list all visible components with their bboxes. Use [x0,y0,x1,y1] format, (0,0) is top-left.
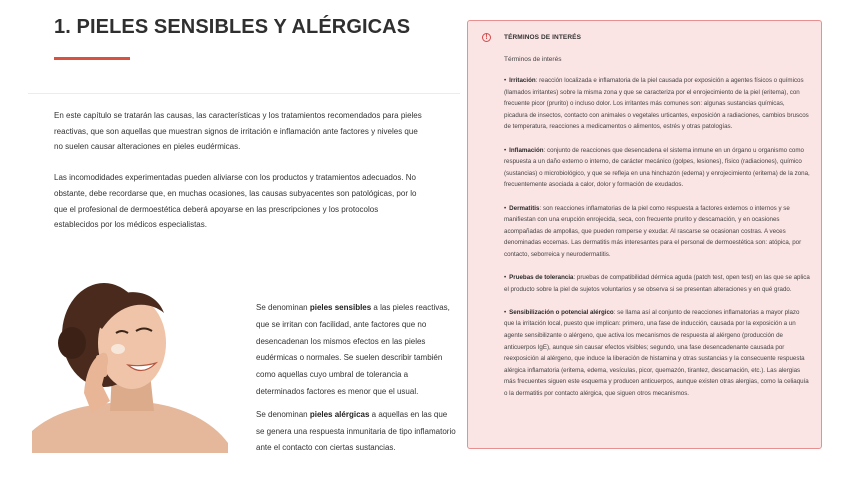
callout-heading: TÉRMINOS DE INTERÉS [504,34,582,41]
intro-paragraph: En este capítulo se tratarán las causas, las características y los tratamientos recomendados para pieles reactivas, que son aquellas que muestran signos de irritación e inflamación ante factores y niveles que no suelen causar alteraciones en pieles eudérmicas. [54,111,422,152]
term-item: • Irritación: reacción localizada e inflamatoria de la piel causada por exposición a agentes físicos o químicos (llamados irritantes) sobre la misma zona y que se caracteriza por el enrojecimiento de la piel (eritema), con frecuente picor (prurito) o incluso dolor. Los irritantes más comunes son: algunas sustancias químicas, picadura de insectos, contacto con animales o vegetales urticantes, exposición a radiaciones, cambios bruscos de temperatura, reacciones a medicamentos o alimentos, estrés y otras patologías. [504,77,809,131]
callout-subheading: Términos de interés [504,56,562,63]
intro-text [54,108,424,248]
terms-list [504,75,810,411]
term-item: • Inflamación: conjunto de reacciones que desencadena el sistema inmune en un órgano u organismo como respuesta a un daño externo o interno, de carácter mecánico (golpes, lesiones), físico (radiaciones), químico (sustancias) o microbiológico, y que se refleja en una hinchazón (edema) y enrojecimiento (eritema) de la zona, frecuentemente asociada a calor, dolor y formación de exudados. [504,146,810,189]
bullet: • [504,274,507,282]
term-highlight: pieles sensibles [309,303,372,312]
intro-paragraph: Las incomodidades experimentadas pueden aliviarse con los productos y tratamientos adecuados. No obstante, debe recordarse que, en muchas ocasiones, las causas subyacentes son patológicas, por lo que el profesional de dermoestética deberá apoyarse en las prescripciones y los protocolos establecidos por los médicos especialistas. [54,173,417,230]
woman-portrait-image [32,273,228,453]
section-divider [28,93,460,94]
bullet: • [504,308,507,316]
term-item: • Dermatitis: son reacciones inflamatorias de la piel como respuesta a factores externos o internos y se manifiestan con una erupción enrojecida, seca, con frecuente prurito y descamación, y en ocasiones acompañadas de ampollas, que pueden romperse y exudar. Al rascarse se ocasionan costras. A veces denominadas eccemas. Las dermatitis más interesantes para el personal de dermoestética son: atópica, por contacto, seborreica y neurodermatitis. [504,204,802,258]
terms-callout-box [467,20,822,449]
term-item: • Pruebas de tolerancia: pruebas de compatibilidad dérmica aguda (patch test, open test) en las que se aplica el producto sobre la piel de sujetos voluntarios y se observa si se presentan alteraciones y en qué grado. [504,274,810,293]
skin-definitions [256,300,456,463]
bullet: • [504,204,507,212]
term-highlight: pieles alérgicas [309,409,370,419]
title-accent-underline [54,57,130,60]
definition-allergic: Se denominan pieles alérgicas a aquellas en las que se genera una respuesta inmunitaria de tipo inflamatorio ante el contacto con ciertas sustancias. [256,409,456,453]
page-title: 1. PIELES SENSIBLES Y ALÉRGICAS [54,16,411,38]
info-circle-icon: ! [482,33,491,42]
bullet: • [504,77,507,84]
definition-sensitive: Se denominan pieles sensibles a las pieles reactivas, que se irritan con facilidad, ante factores que no desencadenan los mismos efectos en las pieles eudérmicas o normales. Se suelen describir también como aquellas cuyo umbral de tolerancia a determinados factores es menor que el usual. [256,303,450,396]
bullet: • [504,146,507,154]
term-item: • Sensibilización o potencial alérgico: se llama así al conjunto de reacciones inflamatorias a mayor plazo que la irritación local, puesto que implican: primero, una fase de inducción, causada por la exposición a un agente sensibilizante o alérgeno, que activa los mecanismos de respuesta al alérgeno (producción de anticuerpos IgE), aunque sin causar efectos visibles; segundo, una fase desencadenante causada por reexposición al alérgeno, que induce la liberación de histamina y otras sustancias y la consecuente respuesta alérgica inflamatoria (eritema, edema, vesículas, picor, quemazón, tirantez, descamación, etc.). Las alergias más frecuentes siguen este esquema y producen anticuerpos, aunque existen otras alergias, como la celiaquía o la dermatitis por contacto alérgica, que siguen otros mecanismos. [504,308,809,398]
